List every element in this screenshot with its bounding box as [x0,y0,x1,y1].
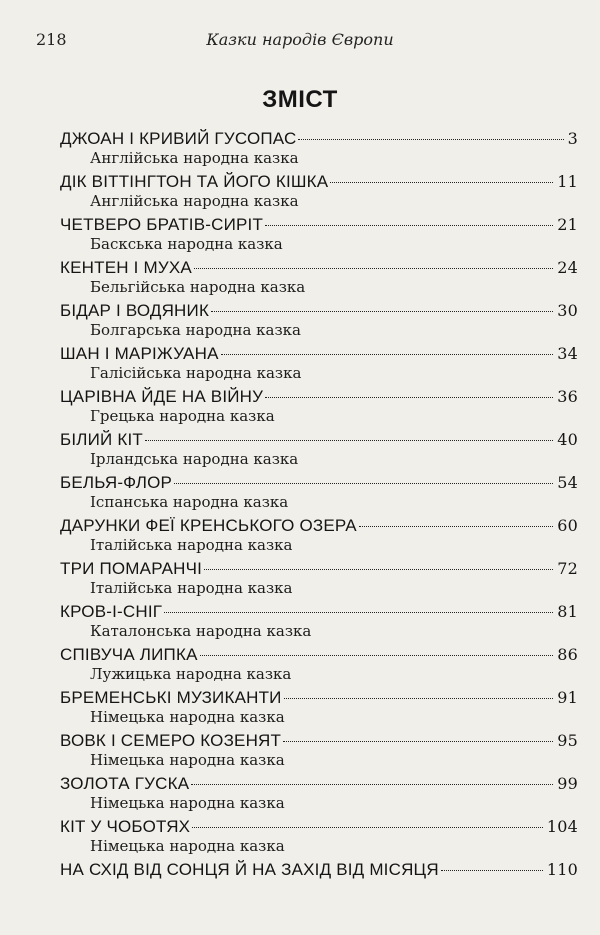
dot-leader [221,354,554,355]
toc-entry-line [60,773,578,795]
toc-entry-origin: Каталонська народна казка [90,622,312,640]
toc-entry [60,429,578,472]
toc-entry [60,257,578,300]
toc-entry-title: ЧЕТВЕРО БРАТІВ-СИРІТ [60,215,264,234]
toc-entry-origin: Італійська народна казка [90,579,293,597]
toc-entry-line [60,644,578,666]
toc-entry-page: 86 [557,645,578,664]
toc-entry-page: 81 [557,602,578,621]
toc-entry [60,687,578,730]
toc-entry [60,128,578,171]
dot-leader [192,827,543,828]
toc-entry-line [60,386,578,408]
toc-entry-page: 95 [557,731,578,750]
toc-entry [60,515,578,558]
dot-leader [330,182,553,183]
toc-entry-line [60,300,578,322]
toc-entry-origin: Англійська народна казка [90,192,299,210]
toc-entry [60,171,578,214]
toc-entry-title: КІТ У ЧОБОТЯХ [60,817,191,836]
dot-leader [265,397,553,398]
dot-leader [284,698,554,699]
toc-entry-line [60,816,578,838]
toc-entry-line [60,730,578,752]
toc-entry-page: 91 [557,688,578,707]
toc-entry [60,816,578,859]
toc-entry-line [60,558,578,580]
toc-entry-title: ТРИ ПОМАРАНЧІ [60,559,203,578]
toc-entry-origin: Ірландська народна казка [90,450,299,468]
toc-entry-title: ЗОЛОТА ГУСКА [60,774,190,793]
toc-entry-line [60,472,578,494]
toc-entry-origin: Німецька народна казка [90,837,285,855]
toc-entry-title: КЕНТЕН І МУХА [60,258,192,277]
toc-entry-title: БЕЛЬЯ-ФЛОР [60,473,173,492]
toc-entry-origin: Німецька народна казка [90,751,285,769]
dot-leader [200,655,554,656]
toc-entry-origin: Галісійська народна казка [90,364,302,382]
toc-entry-title: ВОВК І СЕМЕРО КОЗЕНЯТ [60,731,282,750]
toc-entry-origin: Грецька народна казка [90,407,275,425]
running-title: Казки народів Європи [206,30,394,49]
toc-entry-origin: Болгарська народна казка [90,321,301,339]
toc-entry-title: НА СХІД ВІД СОНЦЯ Й НА ЗАХІД ВІД МІСЯЦЯ [60,860,439,879]
dot-leader [191,784,553,785]
toc-entry-line [60,859,578,881]
toc-entry-title: БРЕМЕНСЬКІ МУЗИКАНТИ [60,688,282,707]
toc-entry-line [60,171,578,193]
toc-entry-line [60,515,578,537]
toc-entry-line [60,128,578,150]
dot-leader [265,225,553,226]
toc-entry-origin: Бельгійська народна казка [90,278,306,296]
toc-entry-title: ДІК ВІТТІНГТОН ТА ЙОГО КІШКА [60,172,329,191]
toc-entry [60,773,578,816]
toc-entry [60,214,578,257]
toc-heading: ЗМІСТ [262,86,338,113]
toc-entry [60,558,578,601]
dot-leader [174,483,553,484]
toc-entry-title: КРОВ-І-СНІГ [60,602,163,621]
table-of-contents [60,128,578,902]
toc-entry-page: 60 [557,516,578,535]
toc-entry-title: ЦАРІВНА ЙДЕ НА ВІЙНУ [60,387,264,406]
toc-entry-line [60,343,578,365]
toc-entry-title: СПІВУЧА ЛИПКА [60,645,198,664]
toc-entry [60,859,578,902]
dot-leader [298,139,563,140]
toc-entry-page: 104 [546,817,578,836]
toc-entry-line [60,257,578,279]
toc-entry-page: 99 [557,774,578,793]
toc-entry-title: ДАРУНКИ ФЕЇ КРЕНСЬКОГО ОЗЕРА [60,516,357,535]
dot-leader [283,741,553,742]
dot-leader [145,440,553,441]
toc-entry [60,300,578,343]
toc-entry [60,644,578,687]
toc-entry-page: 110 [546,860,578,879]
dot-leader [359,526,553,527]
toc-entry-page: 54 [557,473,578,492]
toc-entry [60,386,578,429]
dot-leader [441,870,543,871]
dot-leader [164,612,553,613]
toc-entry-page: 34 [557,344,578,363]
toc-entry-page: 3 [567,129,578,148]
page-header [0,30,600,52]
toc-entry-title: БІЛИЙ КІТ [60,430,144,449]
toc-entry-line [60,687,578,709]
toc-entry-title: ШАН І МАРІЖУАНА [60,344,219,363]
toc-entry-line [60,601,578,623]
toc-entry-page: 30 [557,301,578,320]
toc-entry [60,472,578,515]
toc-entry [60,343,578,386]
dot-leader [211,311,553,312]
toc-entry-line [60,429,578,451]
toc-entry-origin: Лужицька народна казка [90,665,292,683]
page-number: 218 [36,30,67,49]
toc-entry-title: БІДАР І ВОДЯНИК [60,301,210,320]
toc-entry-page: 11 [557,172,578,191]
toc-entry-page: 24 [557,258,578,277]
toc-entry-page: 40 [557,430,578,449]
toc-entry-page: 21 [557,215,578,234]
toc-entry-line [60,214,578,236]
toc-entry [60,601,578,644]
toc-entry-origin: Німецька народна казка [90,794,285,812]
toc-entry-page: 72 [557,559,578,578]
toc-entry [60,730,578,773]
toc-entry-origin: Англійська народна казка [90,149,299,167]
toc-entry-origin: Німецька народна казка [90,708,285,726]
toc-entry-origin: Іспанська народна казка [90,493,289,511]
dot-leader [194,268,553,269]
toc-entry-origin: Баскська народна казка [90,235,283,253]
toc-entry-origin: Італійська народна казка [90,536,293,554]
dot-leader [204,569,553,570]
toc-entry-page: 36 [557,387,578,406]
toc-entry-title: ДЖОАН І КРИВИЙ ГУСОПАС [60,129,297,148]
